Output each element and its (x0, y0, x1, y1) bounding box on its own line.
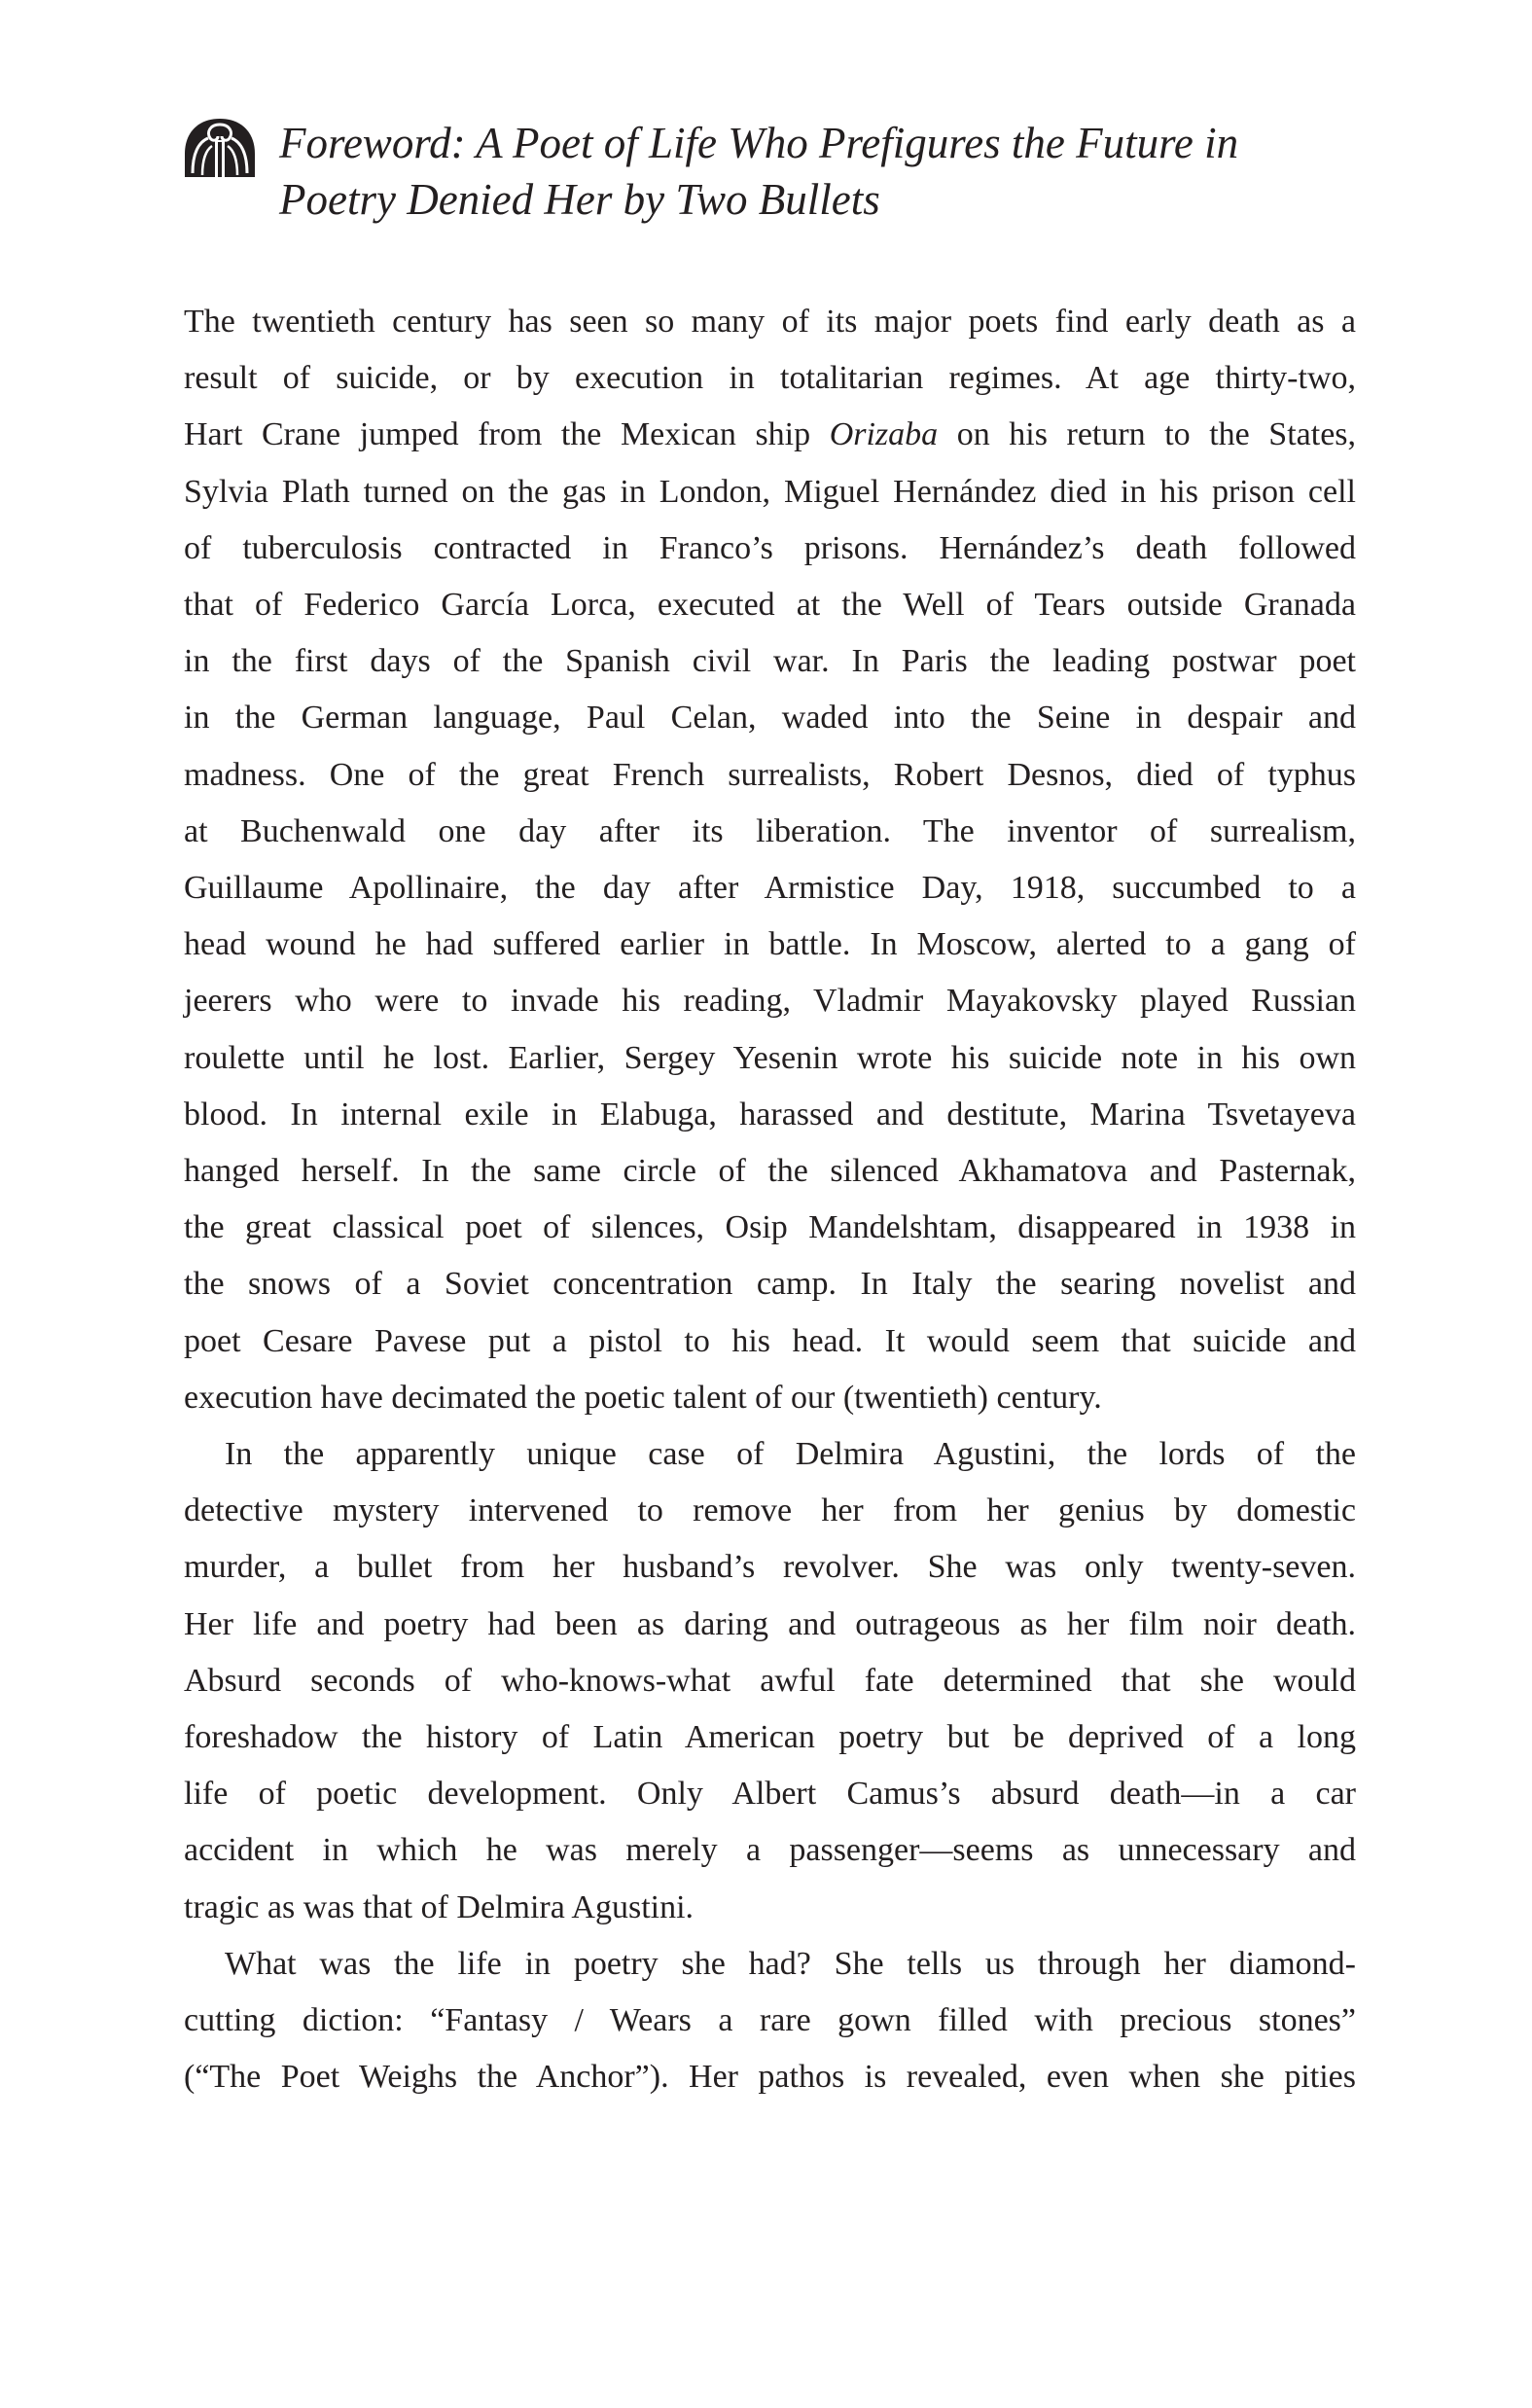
text-line: accident in which he was merely a passenger—seems as unnecessary and (184, 1832, 1356, 1869)
text-line: (“The Poet Weighs the Anchor”). Her pathos is revealed, even when she pities (184, 2059, 1356, 2096)
text-line: blood. In internal exile in Elabuga, harassed and destitute, Marina Tsvetayeva (184, 1096, 1356, 1132)
text-segment: Hart Crane jumped from the Mexican ship (184, 416, 811, 453)
text-line: in the German language, Paul Celan, waded into the Seine in despair and (184, 700, 1356, 737)
text-line: life of poetic development. Only Albert Camus’s absurd death—in a car (184, 1776, 1356, 1813)
text-line: madness. One of the great French surrealists, Robert Desnos, died of typhus (184, 756, 1356, 793)
text-line: hanged herself. In the same circle of the silenced Akhamatova and Pasternak, (184, 1153, 1356, 1190)
title-line-2: Poetry Denied Her by Two Bullets (279, 175, 880, 224)
text-line: murder, a bullet from her husband’s revolver. She was only twenty-seven. (184, 1549, 1356, 1586)
text-line: roulette until he lost. Earlier, Sergey Yesenin wrote his suicide note in his own (184, 1039, 1356, 1076)
paragraph-1 (184, 294, 1356, 1426)
text-line: The twentieth century has seen so many of its major poets find early death as a (184, 304, 1356, 340)
body-text (184, 294, 1356, 2106)
text-line: Sylvia Plath turned on the gas in London, Miguel Hernández died in his prison cell (184, 473, 1356, 510)
text-line: the snows of a Soviet concentration camp. In Italy the searing novelist and (184, 1266, 1356, 1303)
text-line: that of Federico García Lorca, executed at the Well of Tears outside Granada (184, 587, 1356, 624)
paragraph-2 (184, 1426, 1356, 1936)
text-segment: on his return to the States, (956, 416, 1357, 453)
text-line: Absurd seconds of who-knows-what awful fate determined that she would (184, 1662, 1356, 1699)
text-line: head wound he had suffered earlier in battle. In Moscow, alerted to a gang of (184, 926, 1356, 963)
ship-name: Orizaba (829, 416, 939, 453)
text-line: detective mystery intervened to remove her from her genius by domestic (184, 1492, 1356, 1529)
text-line: the great classical poet of silences, Osip Mandelshtam, disappeared in 1938 in (184, 1209, 1356, 1246)
title-line-1: Foreword: A Poet of Life Who Prefigures the Future in (279, 119, 1239, 167)
text-line: jeerers who were to invade his reading, Vladmir Mayakovsky played Russian (184, 983, 1356, 1020)
text-line: tragic as was that of Delmira Agustini. (184, 1888, 695, 1925)
text-line: foreshadow the history of Latin American poetry but be deprived of a long (184, 1719, 1356, 1756)
text-line: In the apparently unique case of Delmira Agustini, the lords of the (225, 1436, 1356, 1473)
text-line: in the first days of the Spanish civil war. In Paris the leading postwar poet (184, 643, 1356, 680)
text-line: of tuberculosis contracted in Franco’s prisons. Hernández’s death followed (184, 529, 1356, 566)
paragraph-3 (184, 1936, 1356, 2106)
text-line: Guillaume Apollinaire, the day after Armistice Day, 1918, succumbed to a (184, 870, 1356, 907)
text-line (184, 407, 1356, 463)
chapter-title (279, 115, 1398, 228)
text-line: result of suicide, or by execution in totalitarian regimes. At age thirty-two, (184, 360, 1356, 397)
text-line: execution have decimated the poetic talent of our (twentieth) century. (184, 1379, 1102, 1416)
art-nouveau-ornament-icon (181, 115, 259, 181)
text-line: Her life and poetry had been as daring and outrageous as her film noir death. (184, 1605, 1356, 1642)
text-line: What was the life in poetry she had? She tells us through her diamond- (225, 1945, 1356, 1982)
text-line: poet Cesare Pavese put a pistol to his head. It would seem that suicide and (184, 1322, 1356, 1359)
text-line: at Buchenwald one day after its liberation. The inventor of surrealism, (184, 812, 1356, 849)
text-line: cutting diction: “Fantasy / Wears a rare gown filled with precious stones” (184, 2002, 1356, 2039)
